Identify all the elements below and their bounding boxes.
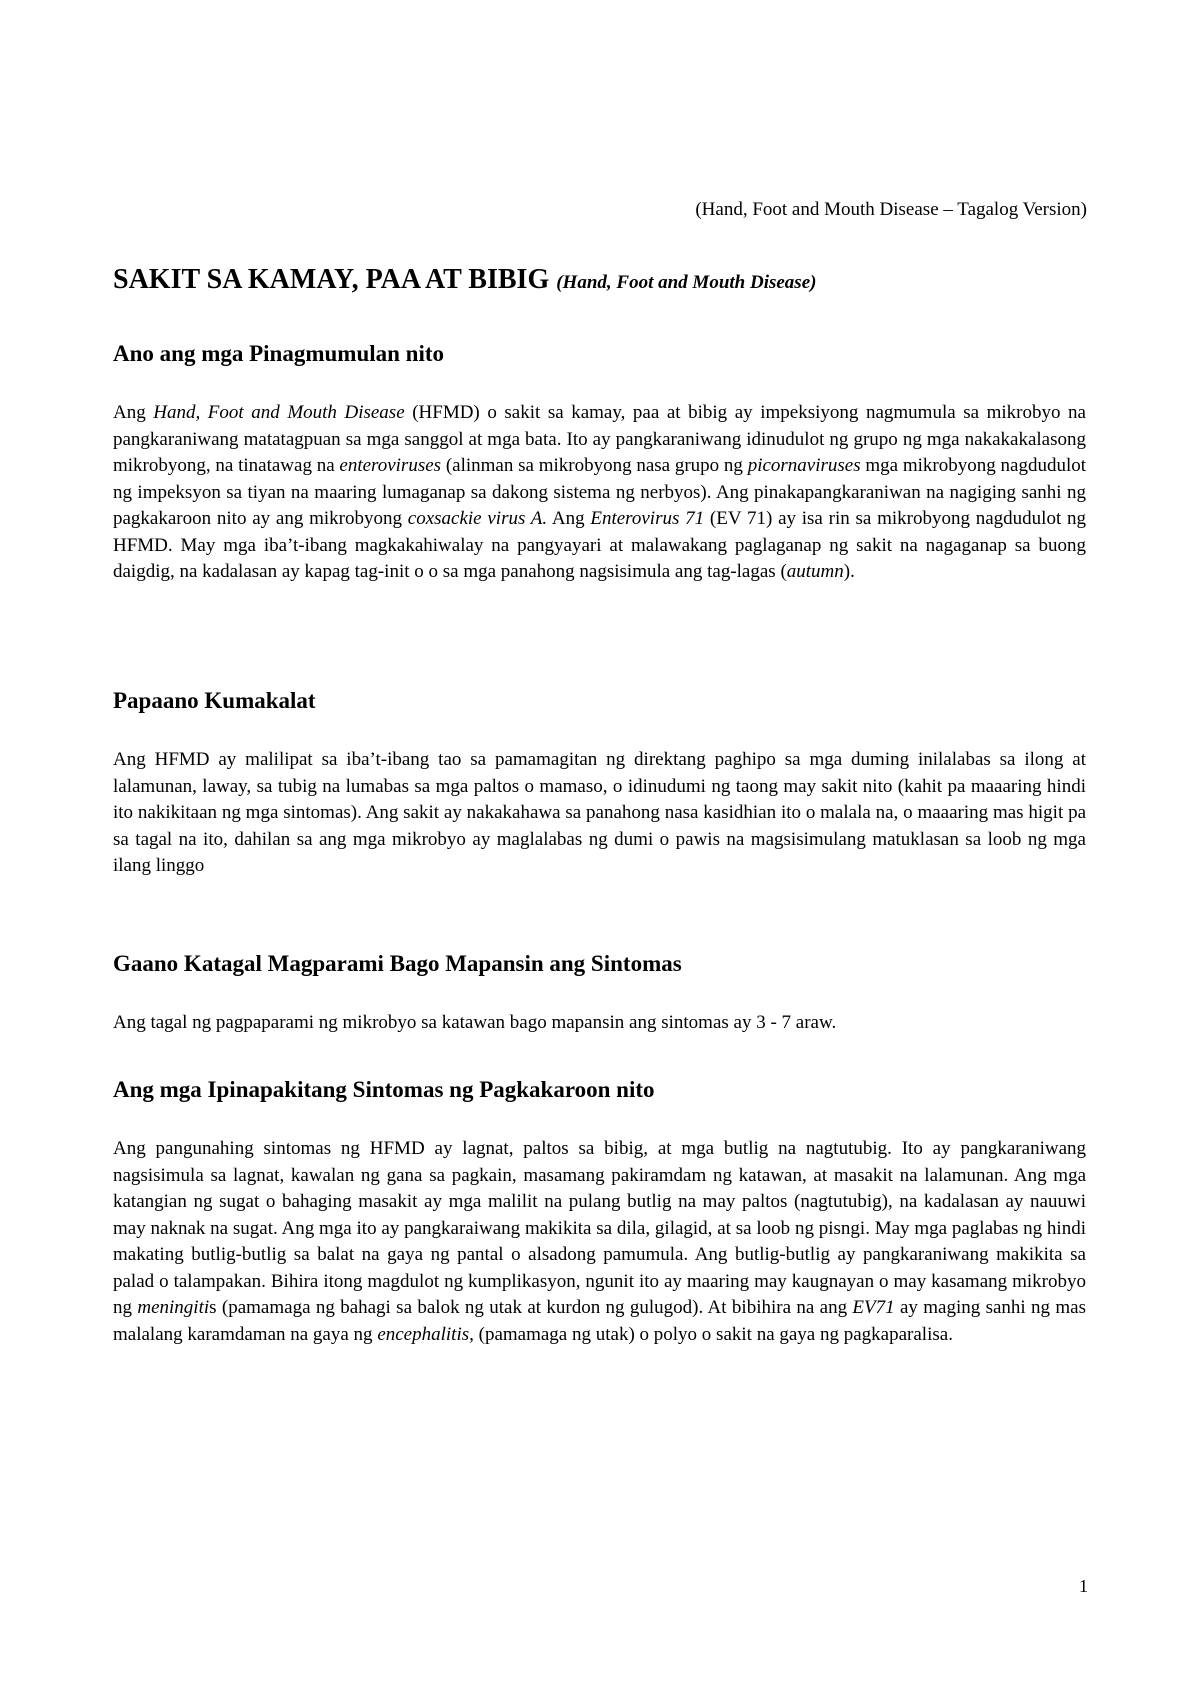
- page-number: 1: [1079, 1576, 1088, 1596]
- italic-term: EV71: [852, 1297, 895, 1318]
- document-title: [113, 264, 816, 296]
- text-run: Ang: [547, 508, 591, 529]
- text-run: Ang tagal ng pagpaparami ng mikrobyo sa katawan bago mapansin ang sintomas ay 3 - 7 araw.: [113, 1012, 837, 1033]
- section-body: [113, 400, 1086, 586]
- section-symptoms: [113, 1075, 1086, 1348]
- text-run: (alinman sa mikrobyong nasa grupo ng: [441, 455, 748, 476]
- italic-term: autumn: [786, 561, 844, 582]
- text-run: s (pamamaga ng bahagi sa balok ng utak at kurdon ng gulugod). At bibihira na ang: [209, 1297, 853, 1318]
- text-run: Ang HFMD ay malilipat sa iba’t-ibang tao sa pamamagitan ng direktang paghipo sa mga duming inilalabas sa ilong at lalamunan, laway, sa tubig na lumabas sa mga paltos o mamaso, o idinudumi ng taong may sakit nito (kahit pa maaaring hindi ito nakikitaan ng mga sintomas). Ang sakit ay nakakahawa sa panahong nasa kasidhian ito o malala na, o maaaring mas higit pa sa tagal na ito, dahilan sa ang mga mikrobyo ay maglalabas ng dumi o pawis na magsisimulang matuklasan sa loob ng mga ilang linggo: [113, 749, 1086, 876]
- section-heading: Ang mga Ipinapakitang Sintomas ng Pagkakaroon nito: [113, 1077, 655, 1102]
- text-run: ay maging sanhi ng mas malalang karamdaman na gaya ng: [113, 1297, 1087, 1345]
- text-run: (pamamaga ng utak) o polyo o sakit na gaya ng pagkaparalisa.: [473, 1323, 953, 1345]
- text-run: (HFMD) o sakit sa kamay, paa at bibig ay impeksiyong nagmumula sa mikrobyo na pangkaraniwang matatagpuan sa mga sanggol at mga bata. Ito ay pangkaraniwang idinudulot ng grupo ng mga nakakakalasong mikrobyong, na tinatawag na: [113, 402, 1086, 476]
- italic-term: enteroviruses: [339, 455, 442, 476]
- version-note: (Hand, Foot and Mouth Disease – Tagalog Version): [695, 199, 1087, 220]
- section-body: [113, 1010, 1086, 1037]
- section-causes: [113, 339, 1086, 586]
- italic-term: Hand, Foot and Mouth Disease: [153, 402, 405, 423]
- section-heading: Ano ang mga Pinagmumulan nito: [113, 341, 445, 366]
- section-heading: Papaano Kumakalat: [113, 688, 316, 713]
- section-transmission: [113, 686, 1086, 880]
- text-run: mga mikrobyong nagdudulot ng impeksyon sa tiyan na maaring lumaganap sa dakong sistema ng nerbyos). Ang pinakapangkaraniwan na nagiging sanhi ng pagkakaroon nito ay ang mikrobyong: [113, 455, 1086, 529]
- italic-term: Enterovirus 71: [590, 508, 705, 529]
- section-body: [113, 1136, 1086, 1348]
- section-heading: Gaano Katagal Magparami Bago Mapansin ang Sintomas: [113, 951, 682, 976]
- title-main: SAKIT SA KAMAY, PAA AT BIBIG: [113, 264, 550, 295]
- title-subtitle: (Hand, Foot and Mouth Disease): [556, 272, 817, 293]
- section-body: [113, 747, 1086, 880]
- text-run: (EV 71) ay isa rin sa mikrobyong nagdudulot ng HFMD. May mga iba’t-ibang magkakahiwalay na pangyayari at malawakang paglaganap ng sakit na nagaganap sa buong daigdig, na kadalasan ay kapag tag-init o o sa mga panahong nagsisimula ang tag-lagas (: [113, 508, 1086, 582]
- italic-term: coxsackie virus A.: [407, 508, 548, 529]
- text-run: ).: [843, 561, 855, 582]
- text-run: Ang pangunahing sintomas ng HFMD ay lagnat, paltos sa bibig, at mga butlig na nagtutubig. Ito ay pangkaraniwang nagsisimula sa lagnat, kawalan ng gana sa pagkain, masamang pakiramdam ng katawan, at masakit na lalamunan. Ang mga katangian ng sugat o bahaging masakit ay mga malilit na pulang butlig na may paltos (nagtutubig), na kadalasan ay nauuwi may naknak na sugat. Ang mga ito ay pangkaraiwang makikita sa dila, gilagid, at sa loob ng pisngi. May mga paglabas ng hindi makating butlig-butlig sa balat na gaya ng pantal o alsadong pamumula. Ang butlig-butlig ay pangkaraniwang makikita sa palad o talampakan. Bihira itong magdulot ng kumplikasyon, ngunit ito ay maaring may kaugnayan o may kasamang mikrobyo ng: [113, 1138, 1086, 1318]
- italic-term: picornaviruses: [747, 455, 861, 476]
- italic-term: encephalitis,: [377, 1323, 474, 1345]
- italic-term: meningiti: [137, 1297, 210, 1318]
- text-run: Ang: [113, 402, 154, 423]
- section-incubation: [113, 949, 1086, 1037]
